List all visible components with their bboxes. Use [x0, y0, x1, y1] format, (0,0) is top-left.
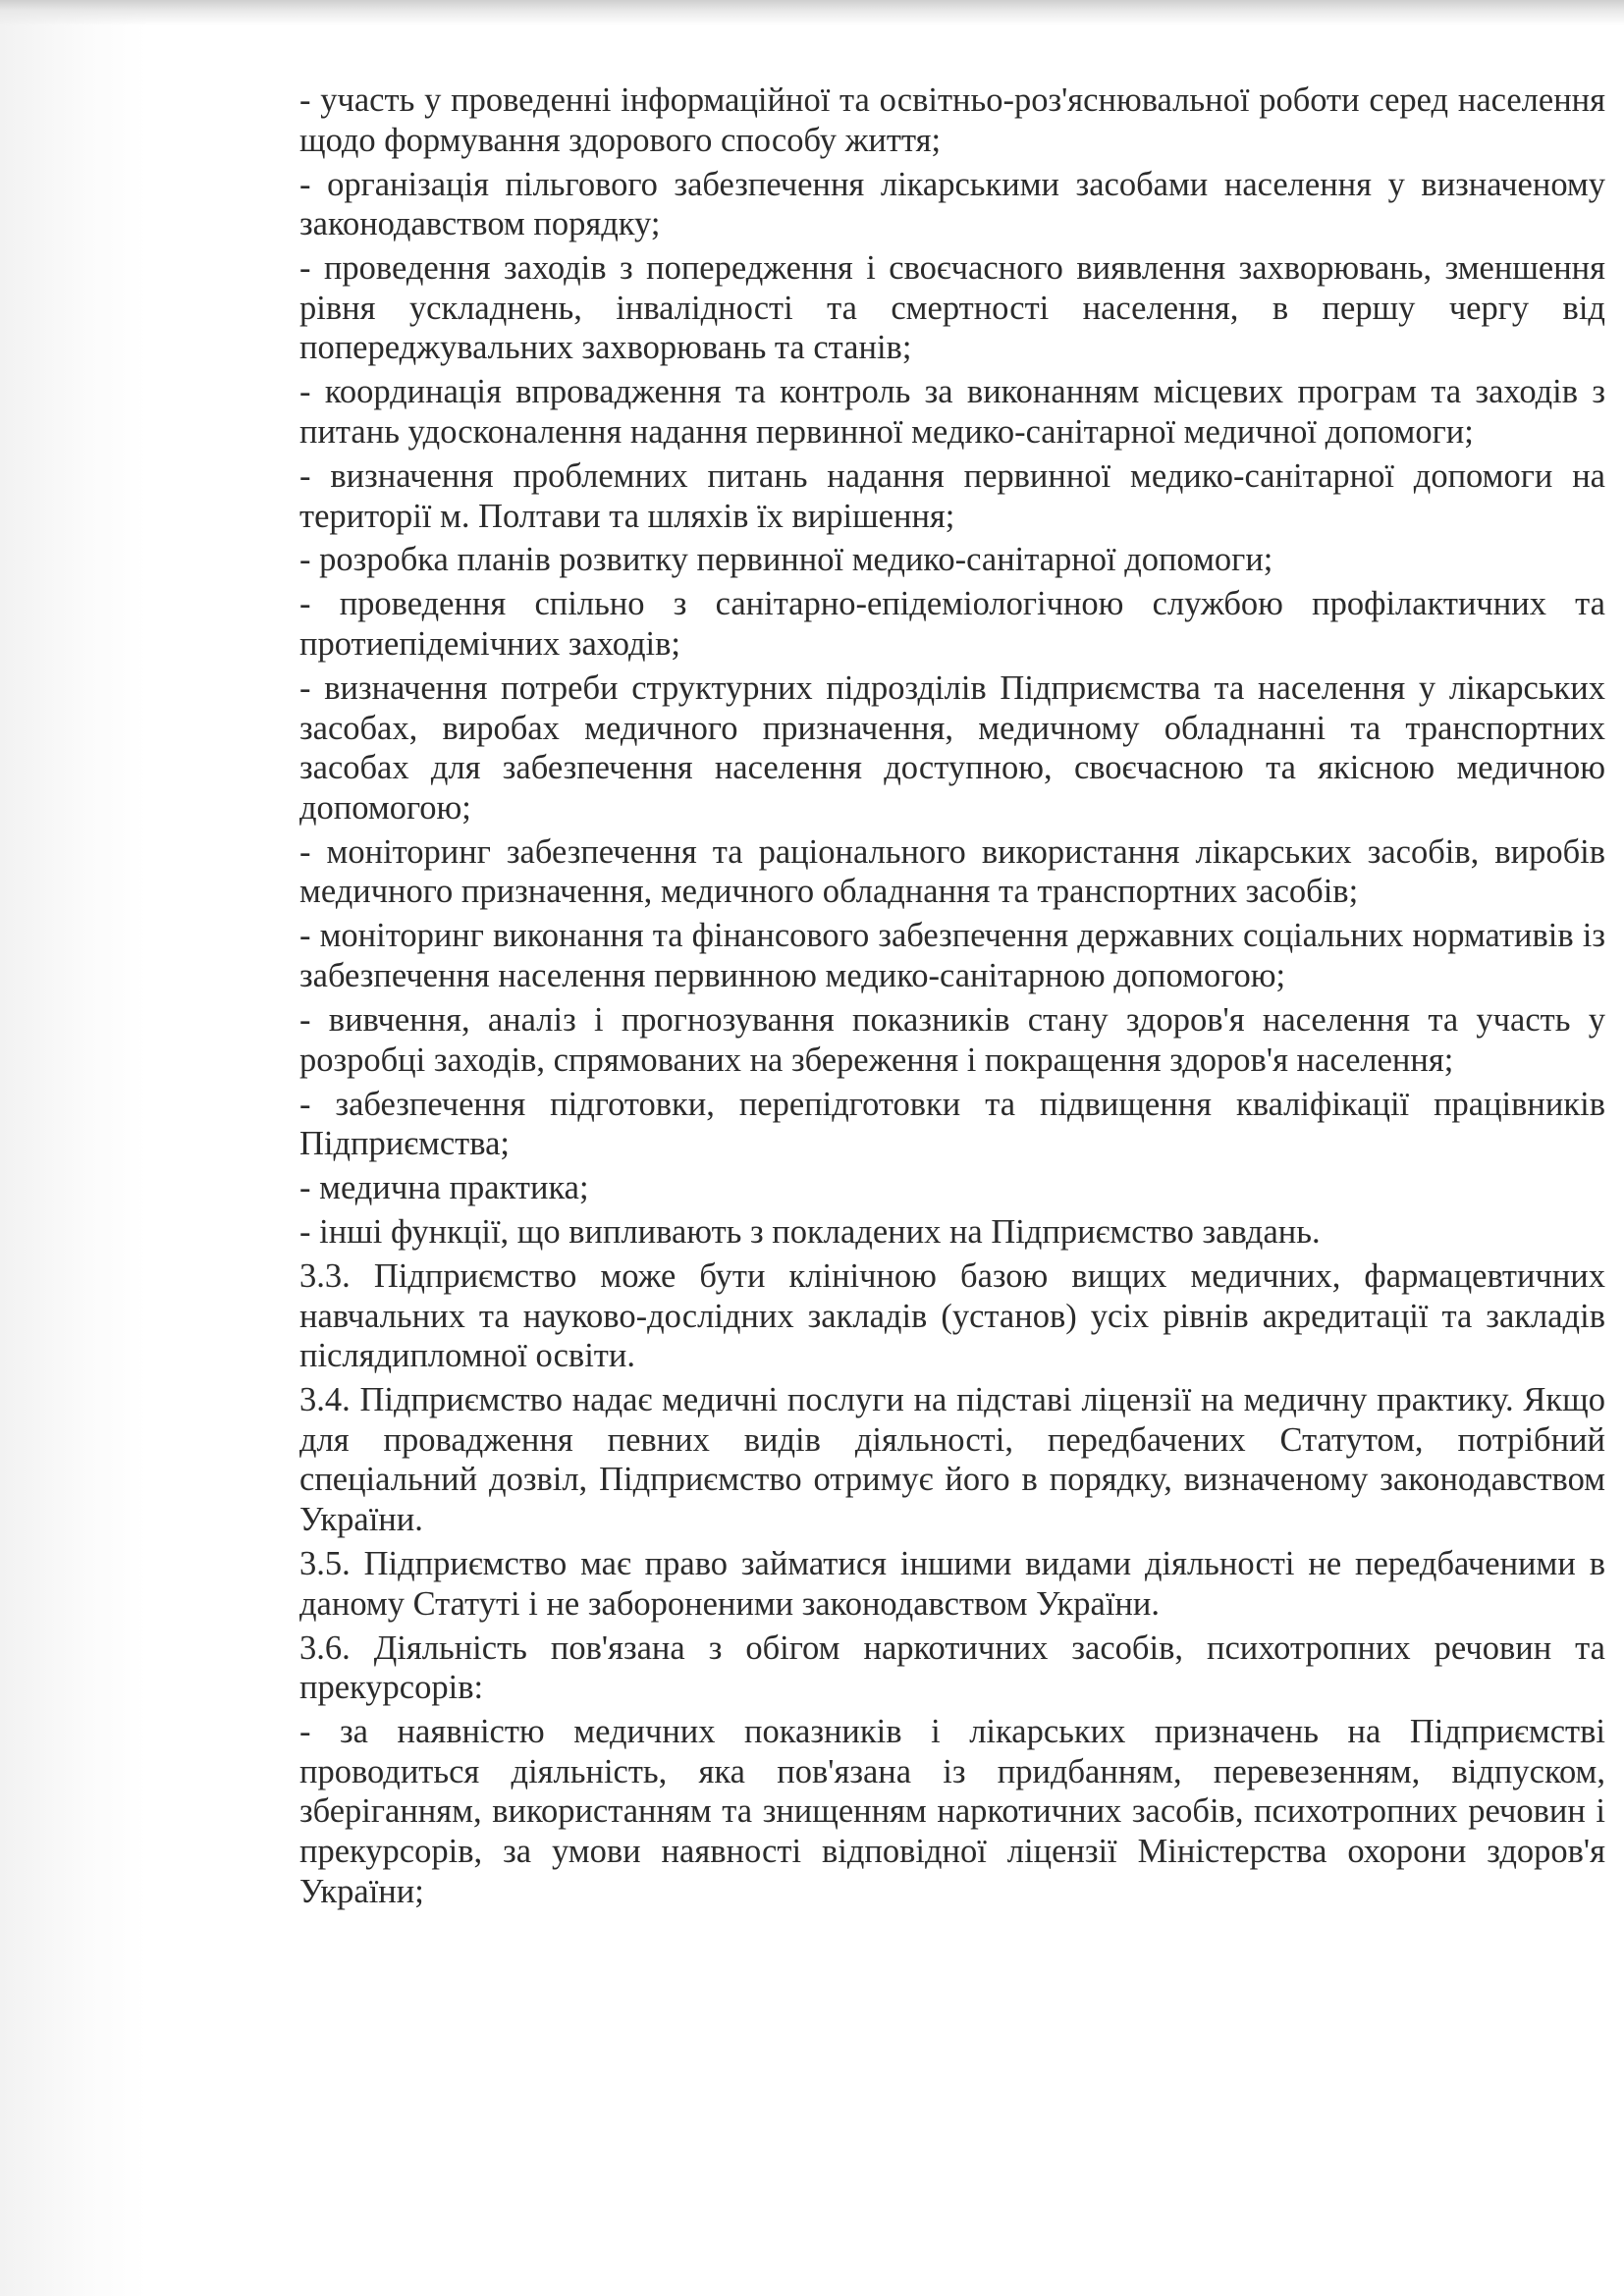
paragraph-supply-monitoring: - моніторинг забезпечення та раціонального використання лікарських засобів, виробів медичного призначення, медичного обладнання та транспортних засобів;	[299, 832, 1605, 911]
paragraph-development-plans: - розробка планів розвитку первинної медико-санітарної допомоги;	[299, 541, 1273, 579]
paragraph-standards-monitoring: - моніторинг виконання та фінансового забезпечення державних соціальних нормативів із забезпечення населення первинною медико-санітарною допомогою;	[299, 917, 1605, 994]
paragraph-narcotics-circulation: - за наявністю медичних показників і лікарських призначень на Підприємстві проводиться діяльність, яка пов'язана із придбанням, перевезенням, відпуском, зберіганням, використанням та знищенням наркотичних засобів, психотропних речовин і прекурсорів, за умови наявності відповідної ліцензії Міністерства охорони здоров'я України;	[299, 1713, 1605, 1910]
paragraph-3-3-clinical-base: 3.3. Підприємство може бути клінічною базою вищих медичних, фармацевтичних навчальних та науково-дослідних закладів (установ) усіх рівнів акредитації та закладів післядипломної освіти.	[299, 1257, 1605, 1375]
paragraph-3-5-other-activities: 3.5. Підприємство має право займатися іншими видами діяльності не передбаченими в даному Статуті і не забороненими законодавством України.	[299, 1545, 1605, 1623]
paragraph-preferential-medicines: - організація пільгового забезпечення лікарськими засобами населення у визначеному законодавством порядку;	[299, 165, 1605, 243]
paragraph-staff-training: - забезпечення підготовки, перепідготовки та підвищення кваліфікації працівників Підприємства;	[299, 1085, 1605, 1163]
document-page	[299, 80, 1615, 2269]
paragraph-other-functions: - інші функції, що випливають з покладених на Підприємство завдань.	[299, 1213, 1321, 1252]
paragraph-problem-issues: - визначення проблемних питань надання первинної медико-санітарної допомоги на території м. Полтави та шляхів їх вирішення;	[299, 456, 1605, 535]
paragraph-program-coordination: - координація впровадження та контроль за виконанням місцевих програм та заходів з питань удосконалення надання первинної медико-санітарної медичної допомоги;	[299, 373, 1605, 451]
paragraph-health-education: - участь у проведенні інформаційної та освітньо-роз'яснювальної роботи серед населення щодо формування здорового способу життя;	[299, 81, 1605, 159]
paragraph-antiepidemic-measures: - проведення спільно з санітарно-епідеміологічною службою профілактичних та протиепідемічних заходів;	[299, 585, 1605, 664]
scan-edge-top	[0, 0, 1624, 26]
paragraph-3-4-license: 3.4. Підприємство надає медичні послуги на підставі ліцензії на медичну практику. Якщо для провадження певних видів діяльності, передбачених Статутом, потрібний спеціальний дозвіл, Підприємство отримує його в порядку, визначеному законодавством України.	[299, 1381, 1605, 1539]
paragraph-health-indicators: - вивчення, аналіз і прогнозування показників стану здоров'я населення та участь у розробці заходів, спрямованих на збереження і покращення здоров'я населення;	[299, 1000, 1605, 1079]
paragraph-needs-assessment: - визначення потреби структурних підрозділів Підприємства та населення у лікарських засобах, виробах медичного призначення, медичному обладнанні та транспортних засобах для забезпечення населення доступною, своєчасною та якісною медичною допомогою;	[299, 669, 1605, 827]
scan-edge-left	[0, 0, 147, 2296]
paragraph-3-6-narcotics: 3.6. Діяльність пов'язана з обігом наркотичних засобів, психотропних речовин та прекурсорів:	[299, 1629, 1605, 1707]
paragraph-disease-prevention: - проведення заходів з попередження і своєчасного виявлення захворювань, зменшення рівня ускладнень, інвалідності та смертності населення, в першу чергу від попереджувальних захворювань та станів;	[299, 249, 1605, 367]
paragraph-medical-practice: - медична практика;	[299, 1169, 589, 1207]
